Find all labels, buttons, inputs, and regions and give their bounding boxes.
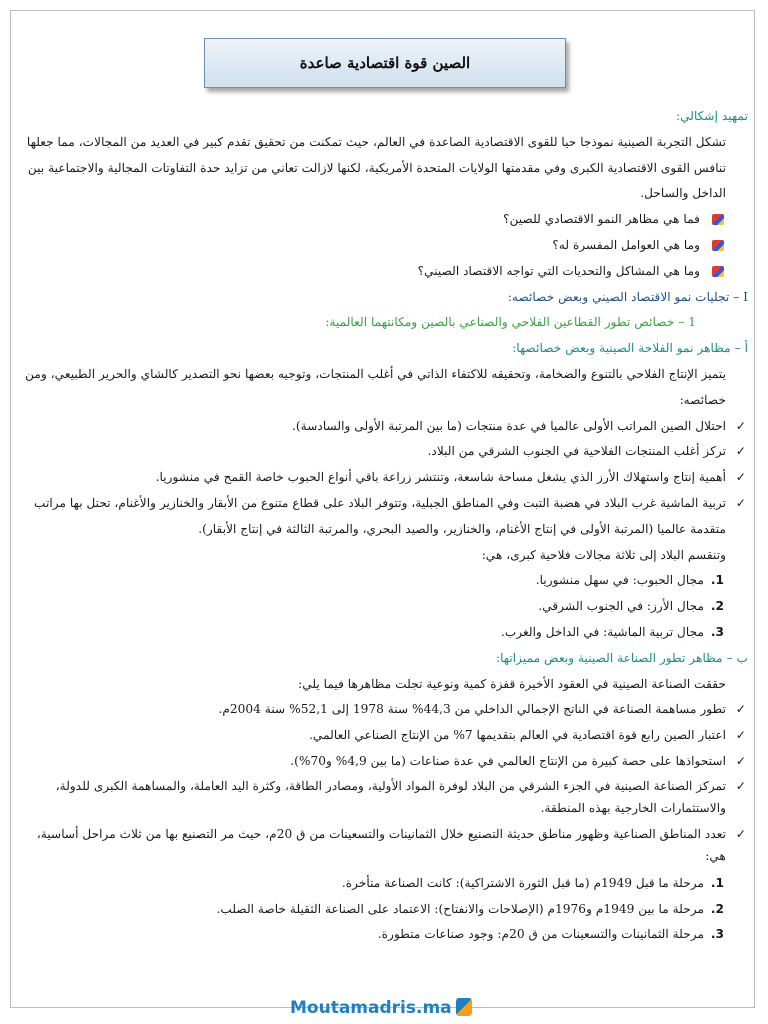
agriculture-intro: يتميز الإنتاج الفلاحي بالتنوع والضخامة، وتحقيقه للاكتفاء الذاتي في أغلب المنتجات، وتوجيه بعضها نحو التصدير كالشاي والحرير الطبيعي، ومن خصائصه: [25, 366, 726, 407]
stage-list [20, 871, 748, 948]
list-item: ✓ تعدد المناطق الصناعية وظهور مناطق حديثة التصنيع خلال الثمانينات والتسعينات من ق 20م، حيث مر التصنيع بها من ثلاث مراحل أساسية، هي: [20, 823, 748, 871]
list-item: 1. مرحلة ما قبل 1949م (ما قبل الثورة الاشتراكية): كانت الصناعة متأخرة. [341, 875, 724, 890]
footer-brand [290, 998, 472, 1018]
page-title: الصين قوة اقتصادية صاعدة [204, 38, 566, 88]
document-body [20, 104, 748, 948]
list-item: ✓ أهمية إنتاج واستهلاك الأرز الذي يشغل مساحة شاسعة، وتنتشر زراعة باقي أنواع الحبوب خاصة القمح في منشوريا. [20, 465, 748, 491]
list-item: 2. مرحلة ما بين 1949م و1976م (الإصلاحات والانفتاح): الاعتماد على الصناعة الثقيلة خاصة الصلب. [216, 901, 724, 916]
division-intro: وتنقسم البلاد إلى ثلاثة مجالات فلاحية كبرى، هي: [481, 547, 726, 562]
check-icon: ✓ [735, 418, 746, 433]
brand-logo-icon [456, 998, 472, 1016]
pointer-icon [712, 240, 724, 251]
list-item: 2. مجال الأرز: في الجنوب الشرقي. [538, 599, 724, 614]
list-item: 3. مرحلة الثمانينات والتسعينات من ق 20م: وجود صناعات متطورة. [377, 927, 724, 942]
list-item: 3. مجال تربية الماشية: في الداخل والغرب. [500, 624, 724, 639]
industry-heading: ب – مظاهر تطور الصناعة الصينية وبعض مميزاتها: [495, 650, 748, 665]
check-icon: ✓ [735, 470, 746, 485]
division-list [20, 568, 748, 645]
list-item: ✓ اعتبار الصين رابع قوة اقتصادية في العالم بتقديمها 7% من الإنتاج الصناعي العالمي. [20, 723, 748, 749]
list-item: ✓ تطور مساهمة الصناعة في الناتج الإجمالي الداخلي من 44,3% سنة 1978 إلى 52,1% سنة 2004م. [20, 697, 748, 723]
pointer-icon [712, 214, 724, 225]
list-item: 1. مجال الحبوب: في سهل منشوريا. [535, 573, 724, 588]
check-icon: ✓ [735, 444, 746, 459]
agriculture-heading: أ – مظاهر نمو الفلاحة الصينية وبعض خصائصها: [512, 341, 748, 356]
industry-intro: حققت الصناعة الصينية في العقود الأخيرة قفزة كمية ونوعية تجلت مظاهرها فيما يلي: [298, 676, 726, 691]
check-icon: ✓ [735, 728, 746, 743]
intro-paragraph: تشكل التجربة الصينية نموذجا حيا للقوى الاقتصادية الصاعدة في العالم، حيث تمكنت من تحقيق تقدم كبير في العديد من المجالات، مما جعلها تنافس القوى الاقتصادية الكبرى وفي مقدمتها الولايات المتحدة الأمريكية، لكنها لازالت تعاني من تزايد حدة التفاوتات المجالية والاجتماعية بين الداخل والساحل. [26, 134, 726, 201]
agriculture-list [20, 414, 748, 543]
check-icon: ✓ [735, 826, 746, 841]
list-item: فما هي مظاهر النمو الاقتصادي للصين؟ [20, 207, 748, 233]
check-icon: ✓ [735, 495, 746, 510]
brand-label: Moutamadris.ma [290, 998, 452, 1018]
industry-list [20, 697, 748, 870]
section-heading: I – تجليات نمو الاقتصاد الصيني وبعض خصائصه: [507, 289, 748, 304]
check-icon: ✓ [735, 778, 746, 793]
pointer-icon [712, 266, 724, 277]
list-item: ✓ استحواذها على حصة كبيرة من الإنتاج العالمي في عدة صناعات (ما بين 4,9% و70%). [20, 749, 748, 775]
list-item: وما هي المشاكل والتحديات التي تواجه الاقتصاد الصيني؟ [20, 259, 748, 285]
list-item: ✓ تمركز الصناعة الصينية في الجزء الشرقي من البلاد لوفرة المواد الأولية، ومصادر الطاقة، وكثرة اليد العاملة، والمساهمة الكبرى للدولة، والاستثمارات الخارجية بهذه المنطقة. [20, 775, 748, 823]
list-item: ✓ احتلال الصين المراتب الأولى عالميا في عدة منتجات (ما بين المرتبة الأولى والسادسة). [20, 414, 748, 440]
subsection-heading: 1 – خصائص تطور القطاعين الفلاحي والصناعي بالصين ومكانتهما العالمية: [325, 315, 696, 330]
check-icon: ✓ [735, 702, 746, 717]
check-icon: ✓ [735, 753, 746, 768]
question-list [20, 207, 748, 284]
list-item: وما هي العوامل المفسرة له؟ [20, 233, 748, 259]
list-item: ✓ تربية الماشية غرب البلاد في هضبة التبت وفي المناطق الجبلية، وتتوفر البلاد على قطاع متنوع من الأبقار والخنازير والأغنام، تحتل بها مراتب متقدمة عالميا (المرتبة الأولى في إنتاج الأغنام، والخنازير، والصيد البحري، والمرتبة الثالثة في إنتاج الأبقار). [20, 491, 748, 543]
intro-heading: تمهيد إشكالي: [675, 109, 748, 123]
list-item: ✓ تركز أغلب المنتجات الفلاحية في الجنوب الشرقي من البلاد. [20, 439, 748, 465]
